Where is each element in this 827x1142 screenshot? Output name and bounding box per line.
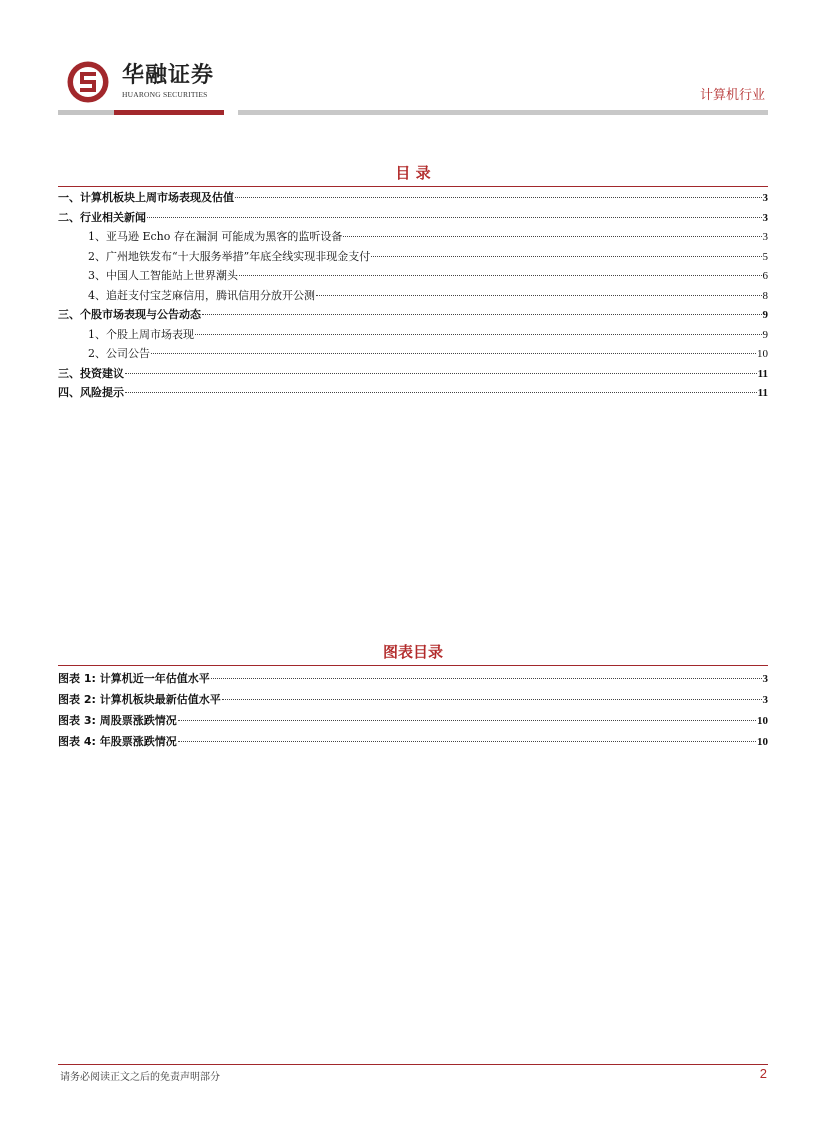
toc-entry-page: 6	[762, 270, 768, 282]
toc-leader-dots	[239, 263, 762, 276]
toc-title: 目 录	[395, 164, 431, 182]
figure-entry-page: 3	[762, 694, 768, 706]
figure-entry[interactable]	[58, 689, 768, 710]
toc-entry-page: 11	[757, 387, 768, 399]
toc-entry[interactable]	[58, 383, 768, 403]
figure-entry-page: 10	[757, 736, 768, 748]
figure-entry-page: 10	[757, 715, 768, 727]
figure-entry[interactable]	[58, 731, 768, 752]
toc-entry-page: 3	[762, 211, 768, 224]
toc-leader-dots	[202, 302, 762, 315]
toc-entry-text: 2、广州地铁发布“十大服务举措”年底全线实现非现金支付	[88, 249, 371, 263]
toc-leader-dots	[178, 729, 756, 742]
toc-leader-dots	[125, 380, 757, 393]
figure-entry-text: 图表 4: 年股票涨跌情况	[58, 735, 177, 748]
toc-leader-dots	[371, 244, 761, 257]
toc-entry-text: 1、亚马逊 Echo 存在漏洞 可能成为黑客的监听设备	[88, 230, 343, 243]
toc-leader-dots	[343, 224, 761, 237]
toc-entry-page: 5	[762, 250, 768, 263]
toc-entry-text: 1、个股上周市场表现	[88, 327, 194, 341]
toc-entry-text: 二、行业相关新闻	[58, 210, 146, 224]
toc-leader-dots	[235, 185, 762, 198]
figure-entry-text: 图表 3: 周股票涨跌情况	[58, 714, 177, 727]
toc-leader-dots	[211, 666, 762, 679]
huarong-logo-icon	[66, 60, 110, 104]
toc-entry-page: 11	[757, 367, 768, 380]
toc-leader-dots	[195, 322, 762, 335]
toc-leader-dots	[222, 687, 762, 700]
toc-leader-dots	[151, 341, 756, 354]
toc-entry-text: 4、追赶支付宝芝麻信用，腾讯信用分放开公测	[88, 288, 315, 302]
figure-entry-text: 图表 1: 计算机近一年估值水平	[58, 672, 210, 685]
footer-rule	[58, 1064, 768, 1065]
toc-leader-dots	[147, 205, 762, 218]
toc-entry-page: 3	[762, 231, 768, 243]
footer-disclaimer: 请务必阅读正文之后的免责声明部分	[60, 1072, 220, 1083]
figure-entry[interactable]	[58, 668, 768, 689]
toc-entry-text: 四、风险提示	[58, 386, 124, 399]
page-number: 2	[759, 1066, 767, 1081]
header-bar-gray-long	[238, 110, 768, 115]
toc-list	[58, 188, 768, 403]
figures-title: 图表目录	[382, 643, 443, 661]
brand-name-en: HUARONG SECURITIES	[122, 90, 208, 99]
industry-label: 计算机行业	[699, 88, 765, 103]
toc-entry-page: 3	[762, 192, 768, 204]
figure-entry-page: 3	[762, 673, 768, 685]
toc-leader-dots	[178, 708, 756, 721]
toc-entry-text: 一、计算机板块上周市场表现及估值	[58, 191, 234, 204]
toc-entry-page: 9	[762, 309, 768, 321]
toc-leader-dots	[316, 283, 762, 296]
toc-entry-page: 10	[757, 348, 768, 360]
figures-list	[58, 668, 768, 752]
toc-entry-page: 9	[762, 328, 768, 341]
toc-entry-text: 2、公司公告	[88, 347, 150, 360]
figure-entry[interactable]	[58, 710, 768, 731]
toc-entry-text: 三、投资建议	[58, 366, 124, 380]
toc-entry-page: 8	[762, 289, 768, 302]
toc-entry-text: 三、个股市场表现与公告动态	[58, 308, 201, 321]
toc-leader-dots	[125, 361, 757, 374]
brand-name-cn: 华融证券	[122, 63, 215, 88]
toc-entry-text: 3、中国人工智能站上世界潮头	[88, 269, 238, 282]
header-bar-gray	[58, 110, 114, 115]
header-bar-red	[114, 110, 224, 115]
figure-entry-text: 图表 2: 计算机板块最新估值水平	[58, 693, 221, 706]
